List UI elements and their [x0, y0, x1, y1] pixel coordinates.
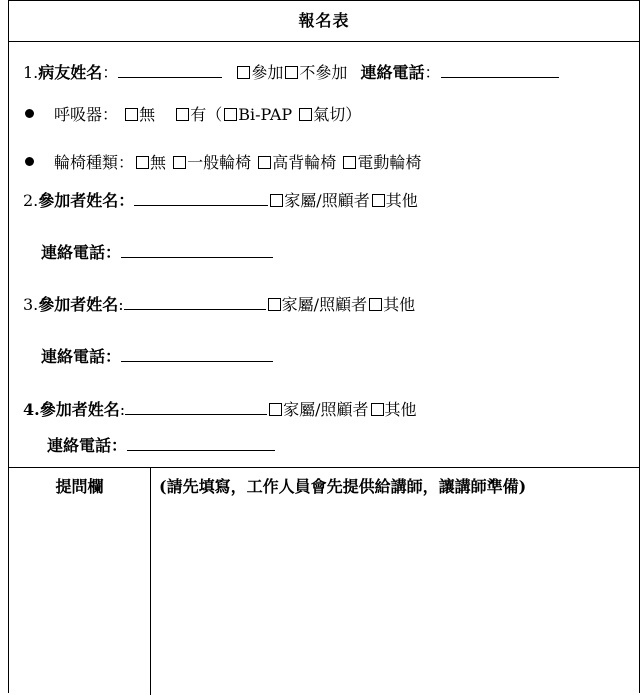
trach-label: 氣切） — [313, 105, 362, 124]
participant-2-other-label: 其他 — [385, 191, 418, 210]
questions-label: 提問欄 — [55, 477, 104, 496]
respirator-none-checkbox[interactable] — [125, 108, 138, 121]
participant-2-other-checkbox[interactable] — [372, 194, 385, 207]
participant-2-name-label: 參加者姓名 — [38, 191, 119, 210]
general-wheelchair-checkbox[interactable] — [173, 156, 186, 169]
participant-4-phone-label: 連絡電話 — [47, 436, 112, 455]
participant-3-num: 3. — [23, 295, 39, 314]
patient-phone-field[interactable] — [441, 59, 559, 78]
patient-name-colon: ： — [102, 63, 119, 82]
participant-3-phone-field[interactable] — [121, 343, 273, 362]
wheelchair-label: 輪椅種類： — [54, 153, 135, 172]
trach-checkbox[interactable] — [299, 108, 312, 121]
participant-2-phone-colon: ： — [105, 243, 122, 262]
respirator-row — [23, 103, 361, 127]
respirator-has-label: 有（ — [190, 105, 223, 124]
wheelchair-none-label: 無 — [150, 153, 167, 172]
participant-4-phone-colon: ： — [111, 436, 128, 455]
attend-checkbox[interactable] — [237, 66, 250, 79]
participant-2-phone-field[interactable] — [121, 239, 273, 258]
participant-3-name-label: 參加者姓名 — [38, 295, 119, 314]
patient-row — [23, 59, 559, 83]
participant-2-family-checkbox[interactable] — [270, 194, 283, 207]
participant-3-name-colon: : — [118, 295, 124, 314]
participant-2-family-label: 家屬/照顧者 — [284, 191, 370, 210]
high-back-wheelchair-label: 高背輪椅 — [272, 153, 337, 172]
not-attend-label: 不參加 — [299, 63, 348, 82]
participant-2-phone-label: 連絡電話 — [41, 243, 106, 262]
participant-2-name-colon: ： — [118, 191, 135, 210]
participant-4-other-checkbox[interactable] — [371, 403, 384, 416]
high-back-wheelchair-checkbox[interactable] — [258, 156, 271, 169]
respirator-label: 呼吸器： — [54, 105, 119, 124]
patient-phone-label: 連絡電話 — [360, 63, 425, 82]
patient-name-field[interactable] — [118, 59, 222, 78]
form-title: 報名表 — [298, 11, 350, 30]
patient-name-label: 病友姓名 — [38, 63, 103, 82]
patient-phone-colon: ： — [424, 63, 441, 82]
participant-4-phone-row — [47, 432, 275, 456]
general-wheelchair-label: 一般輪椅 — [187, 153, 252, 172]
participant-3-phone-row — [41, 343, 273, 367]
participant-2-num: 2. — [23, 191, 39, 210]
respirator-has-checkbox[interactable] — [176, 108, 189, 121]
participant-3-family-label: 家屬/照顧者 — [281, 295, 368, 314]
questions-label-cell — [9, 468, 151, 695]
respirator-none-label: 無 — [139, 105, 156, 124]
participant-3-name-field[interactable] — [124, 291, 266, 310]
participant-2-phone-row — [41, 239, 273, 263]
participant-3-phone-label: 連絡電話 — [41, 347, 106, 366]
participant-4-num: 4. — [23, 400, 40, 419]
participant-2-row — [23, 187, 418, 211]
participant-4-name-field[interactable] — [125, 396, 267, 415]
bipap-checkbox[interactable] — [224, 108, 237, 121]
registration-form — [8, 0, 640, 693]
wheelchair-row — [23, 151, 421, 175]
participant-2-name-field[interactable] — [134, 187, 268, 206]
participant-4-family-label: 家屬/照顧者 — [283, 400, 369, 419]
not-attend-checkbox[interactable] — [285, 66, 298, 79]
questions-section — [9, 467, 639, 695]
electric-wheelchair-checkbox[interactable] — [343, 156, 356, 169]
questions-note: (請先填寫，工作人員會先提供給講師，讓講師準備) — [159, 477, 527, 496]
electric-wheelchair-label: 電動輪椅 — [357, 153, 422, 172]
participant-4-row — [23, 396, 417, 420]
participant-3-row — [23, 291, 415, 315]
participant-3-phone-colon: ： — [105, 347, 122, 366]
participant-4-name-label: 參加者姓名 — [39, 400, 120, 419]
wheelchair-none-checkbox[interactable] — [136, 156, 149, 169]
participant-4-family-checkbox[interactable] — [269, 403, 282, 416]
attend-label: 參加 — [251, 63, 284, 82]
participant-3-other-checkbox[interactable] — [369, 298, 382, 311]
participant-4-other-label: 其他 — [384, 400, 417, 419]
participant-4-name-colon: : — [119, 400, 126, 419]
participant-3-family-checkbox[interactable] — [268, 298, 281, 311]
participant-4-phone-field[interactable] — [127, 432, 275, 451]
bullet-icon — [25, 109, 34, 118]
participant-3-other-label: 其他 — [383, 295, 416, 314]
patient-num: 1. — [23, 63, 39, 82]
bipap-label: Bi-PAP — [238, 105, 293, 124]
title-row — [9, 1, 639, 42]
bullet-icon — [25, 157, 34, 166]
